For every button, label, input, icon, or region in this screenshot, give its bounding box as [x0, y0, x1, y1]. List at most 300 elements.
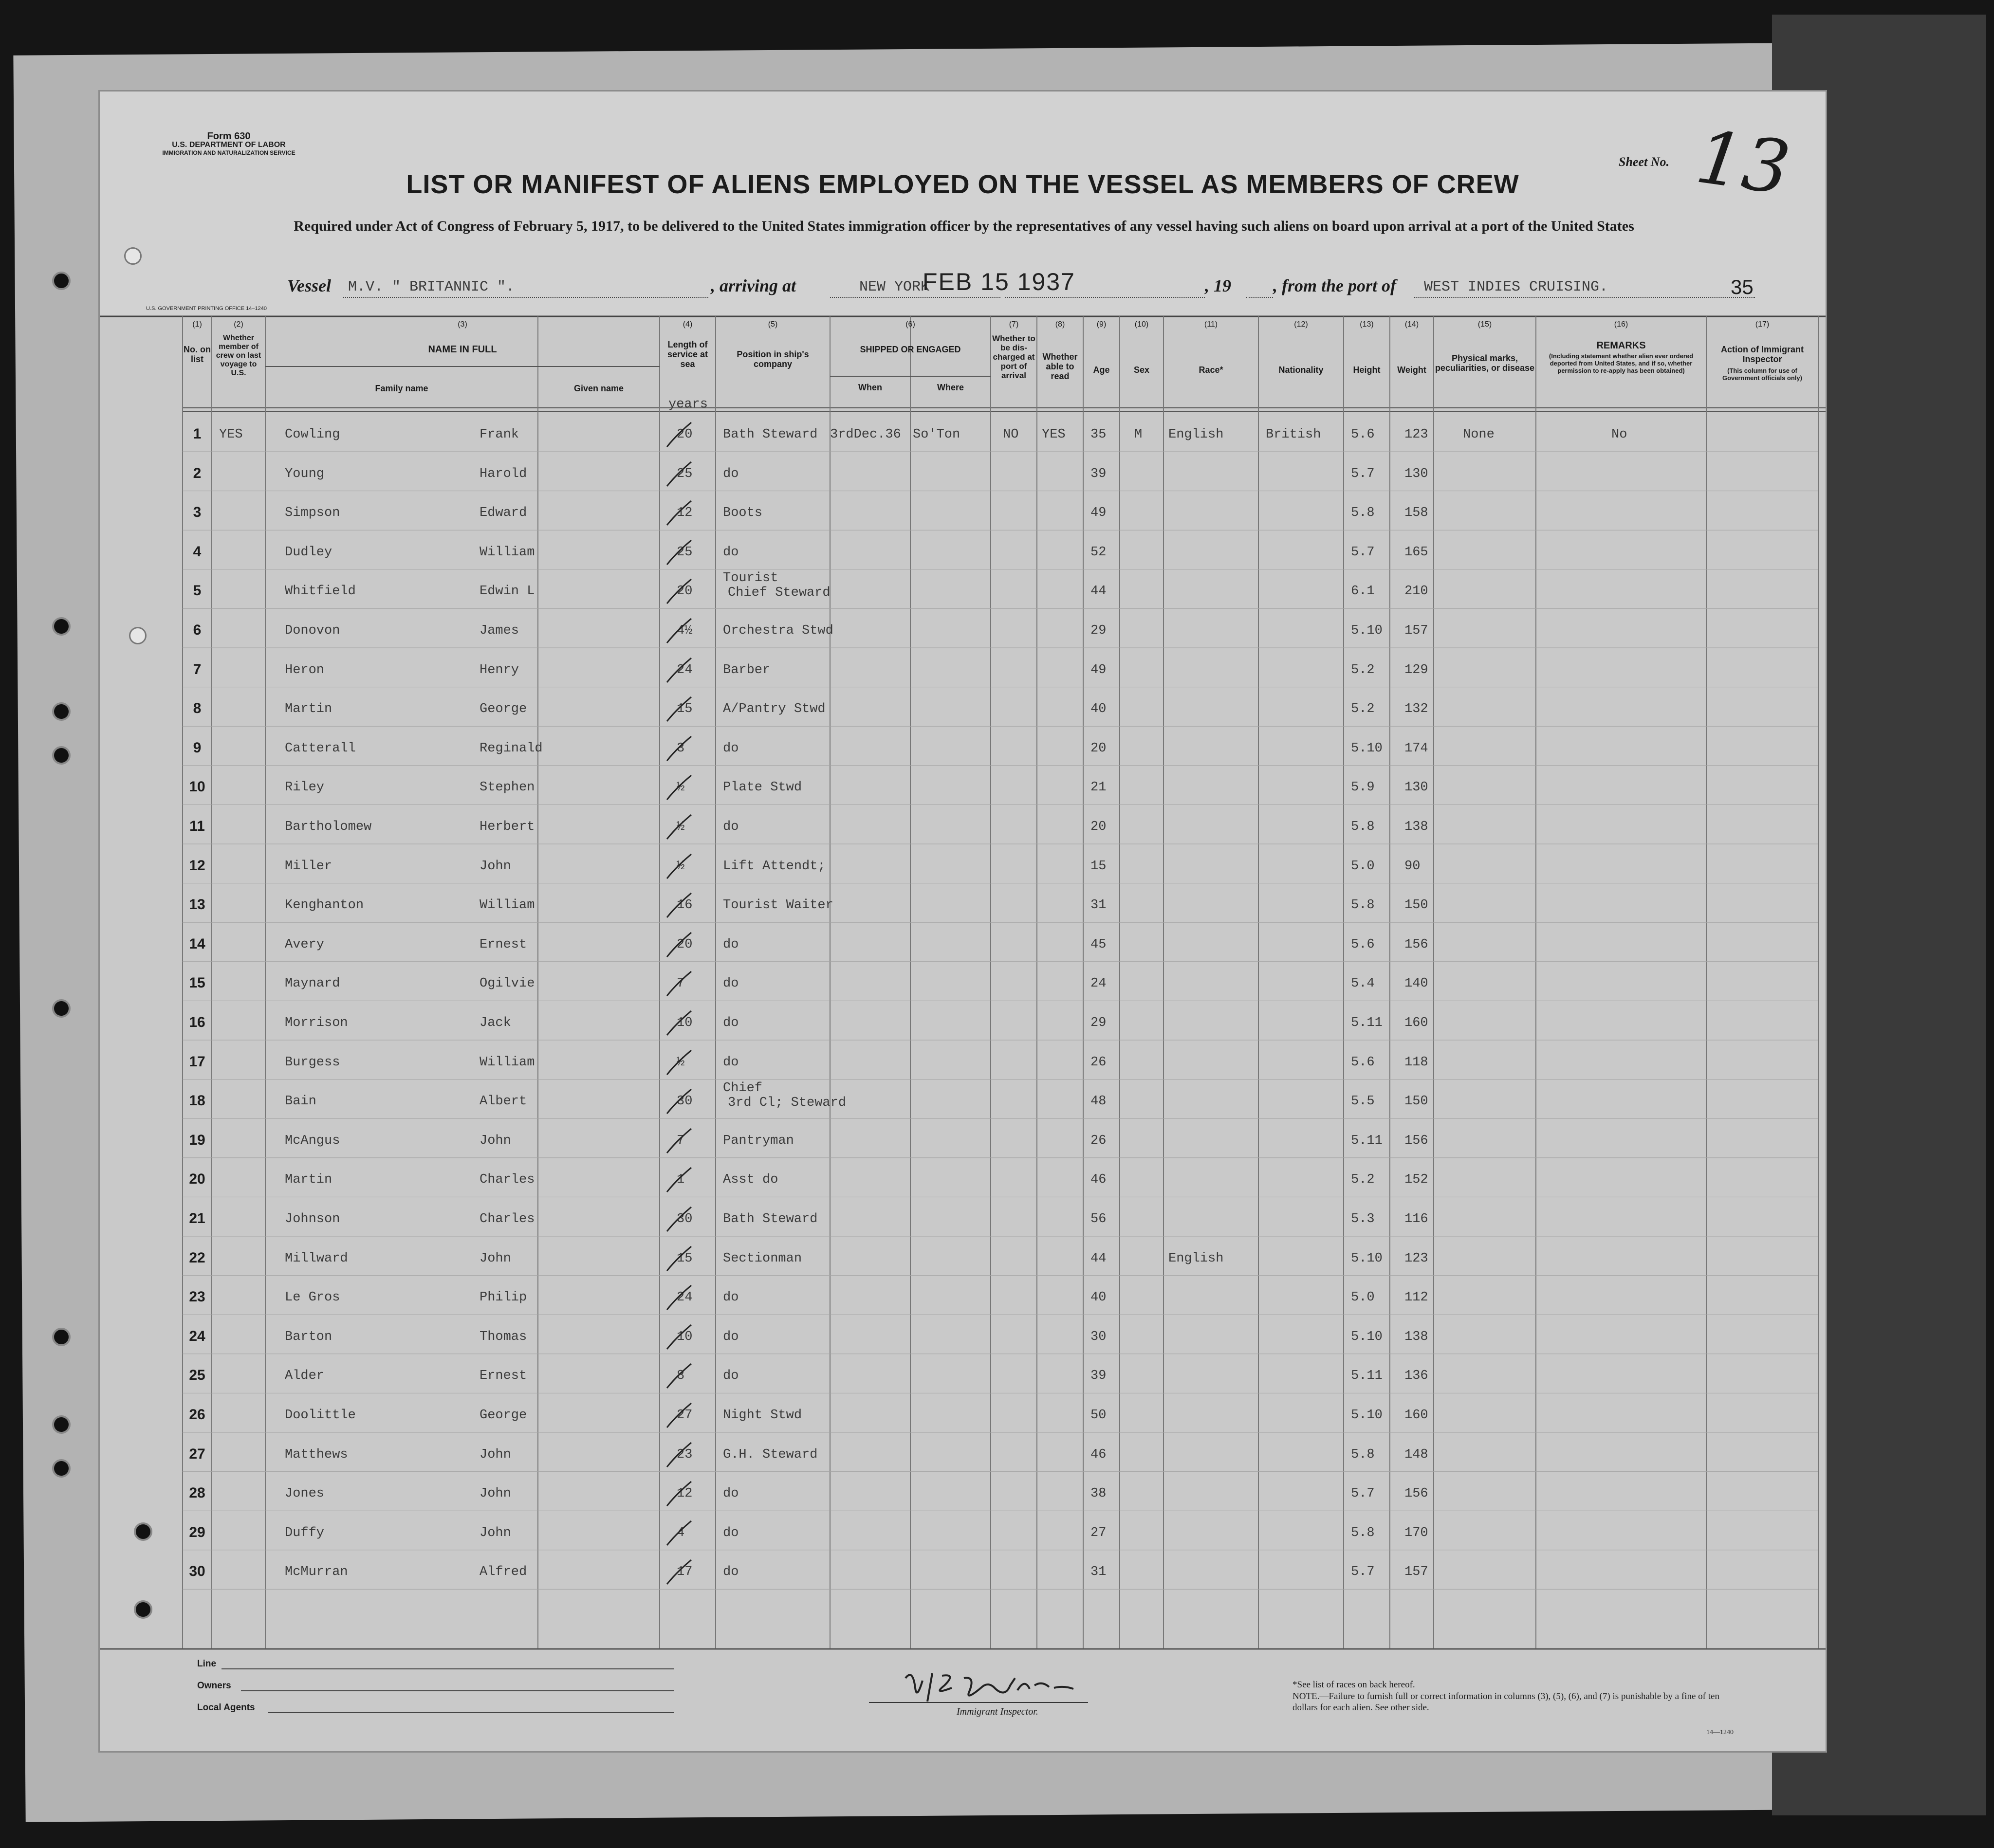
length-of-service: 15 [677, 702, 693, 717]
checkmark-icon [665, 734, 694, 763]
header-position: Position in ship's company [737, 349, 809, 369]
length-of-service: 20 [677, 584, 693, 599]
family-name: Heron [285, 662, 325, 677]
weight: 156 [1404, 1133, 1428, 1148]
row-number: 26 [189, 1407, 205, 1423]
height: 5.11 [1351, 1133, 1383, 1148]
length-of-service: 25 [677, 545, 693, 560]
row-number: 15 [189, 975, 205, 991]
given-name: William [480, 898, 535, 913]
age: 27 [1090, 1525, 1107, 1540]
family-name: Martin [285, 1172, 332, 1188]
shipped-where: So'Ton [913, 427, 960, 442]
punch-hole [52, 746, 71, 765]
department: U.S. DEPARTMENT OF LABOR [172, 141, 286, 149]
position: A/Pantry Stwd [723, 702, 826, 717]
header-able-to-read: Whether able to read [1042, 352, 1078, 381]
age: 39 [1090, 1369, 1107, 1384]
family-name: Matthews [285, 1447, 348, 1462]
checkmark-icon [665, 1519, 694, 1548]
height: 5.7 [1351, 1486, 1375, 1501]
age: 29 [1090, 623, 1107, 638]
height: 5.5 [1351, 1094, 1375, 1109]
given-name: George [480, 1408, 527, 1423]
checkmark-icon [665, 1087, 694, 1116]
age: 31 [1090, 1565, 1107, 1580]
checkmark-icon [665, 577, 694, 606]
checkmark-icon [665, 695, 694, 724]
weight: 129 [1404, 662, 1428, 677]
given-name: William [480, 545, 535, 560]
age: 40 [1090, 1290, 1107, 1305]
race: English [1168, 1251, 1224, 1266]
page-number: 35 [1731, 275, 1754, 298]
col-num-6: (6) [905, 320, 915, 329]
header-sex: Sex [1133, 365, 1150, 375]
checkmark-icon [665, 891, 694, 920]
weight: 157 [1404, 623, 1428, 638]
from-port-label: , from the port of [1273, 276, 1397, 295]
row-number: 13 [189, 897, 205, 913]
length-of-service: 7 [677, 976, 685, 991]
col-num-16: (16) [1614, 320, 1628, 329]
header-discharged: Whether to be dis-charged at port of arrival [992, 334, 1035, 380]
position-line-2: Chief Steward [728, 586, 831, 601]
position: do [723, 466, 739, 481]
length-of-service: 16 [677, 898, 693, 913]
height: 5.10 [1351, 1251, 1383, 1266]
given-name: James [480, 623, 519, 638]
row-number: 7 [193, 661, 202, 677]
col-num-11: (11) [1204, 320, 1218, 329]
shipped-when: 3rdDec.36 [830, 427, 901, 442]
row-number: 22 [189, 1249, 205, 1266]
family-name: Donovon [285, 623, 340, 638]
family-name: Burgess [285, 1055, 340, 1070]
age: 48 [1090, 1094, 1107, 1109]
height: 5.10 [1351, 741, 1383, 756]
col-num-7: (7) [1009, 320, 1019, 329]
family-name: McMurran [285, 1565, 348, 1580]
row-number: 18 [189, 1093, 205, 1109]
position: Barber [723, 662, 771, 677]
header-weight: Weight [1397, 365, 1426, 375]
header-whether-member: Whether member of crew on last voyage to U.S. [216, 334, 261, 377]
header-height: Height [1353, 365, 1381, 375]
checkmark-icon [665, 616, 694, 645]
races-footnote: *See list of races on back hereof. [1292, 1680, 1415, 1690]
family-name: Barton [285, 1329, 332, 1344]
given-name: Stephen [480, 780, 535, 795]
given-name: Edward [480, 506, 527, 521]
checkmark-icon [665, 1165, 694, 1194]
length-of-service: 24 [677, 662, 693, 677]
age: 38 [1090, 1486, 1107, 1501]
weight: 156 [1404, 1486, 1428, 1501]
length-unit: years [668, 397, 708, 412]
age: 49 [1090, 662, 1107, 677]
given-name: Frank [480, 427, 519, 442]
arriving-label: , arriving at [711, 276, 796, 295]
punch-hole [52, 272, 71, 290]
family-name: Alder [285, 1369, 325, 1384]
family-name: Doolittle [285, 1408, 356, 1423]
family-name: Avery [285, 937, 325, 952]
col-num-1: (1) [192, 320, 202, 329]
from-port: WEST INDIES CRUISING. [1424, 279, 1608, 295]
length-of-service: ½ [677, 820, 685, 834]
position: do [723, 1525, 739, 1540]
position: Tourist [723, 571, 778, 586]
row-number: 9 [193, 739, 202, 756]
age: 46 [1090, 1172, 1107, 1188]
header-name-in-full: NAME IN FULL [428, 344, 497, 355]
weight: 150 [1404, 898, 1428, 913]
position: do [723, 937, 739, 952]
header-action: Action of Immigrant Inspector [1721, 345, 1804, 364]
position: do [723, 820, 739, 834]
header-remarks-note: (Including statement whether alien ever ordered deported from United States, and if so, whether permission to re-apply has been obtained) [1549, 352, 1694, 374]
checkmark-icon [665, 1244, 694, 1273]
weight: 130 [1404, 466, 1428, 481]
given-name: Henry [480, 662, 519, 677]
position: Bath Steward [723, 1212, 818, 1226]
row-number: 1 [193, 426, 202, 442]
weight: 160 [1404, 1408, 1428, 1423]
col-num-12: (12) [1294, 320, 1308, 329]
row-number: 5 [193, 583, 202, 599]
length-of-service: 17 [677, 1565, 693, 1580]
header-family-name: Family name [375, 384, 428, 393]
weight: 156 [1404, 937, 1428, 952]
weight: 157 [1404, 1565, 1428, 1580]
age: 44 [1090, 584, 1107, 599]
punch-hole [52, 702, 71, 721]
given-name: Herbert [480, 820, 535, 834]
header-remarks: REMARKS [1596, 340, 1646, 351]
age: 30 [1090, 1329, 1107, 1344]
weight: 150 [1404, 1094, 1428, 1109]
position: Pantryman [723, 1133, 794, 1148]
family-name: Bain [285, 1094, 316, 1109]
position: G.H. Steward [723, 1447, 818, 1462]
weight: 152 [1404, 1172, 1428, 1188]
age: 45 [1090, 937, 1107, 952]
weight: 170 [1404, 1525, 1428, 1540]
col-num-17: (17) [1755, 320, 1770, 329]
row-number: 2 [193, 465, 202, 481]
length-of-service: 4 [677, 1525, 685, 1540]
family-name: Jones [285, 1486, 325, 1501]
length-of-service: 10 [677, 1016, 693, 1030]
col-num-10: (10) [1134, 320, 1149, 329]
row-number: 20 [189, 1171, 205, 1188]
given-name: Reginald [480, 741, 543, 756]
row-number: 6 [193, 622, 202, 638]
weight: 90 [1404, 859, 1421, 874]
header-action-note: (This column for use of Government officials only) [1722, 367, 1802, 382]
col-num-5: (5) [768, 320, 778, 329]
height: 5.4 [1351, 976, 1375, 991]
page-subtitle: Required under Act of Congress of February 5, 1917, to be delivered to the United States immigration officer by the representatives of any vessel having such aliens on board upon arrival at a port of the United States [294, 218, 1634, 234]
local-agents-label: Local Agents [197, 1702, 255, 1713]
age: 44 [1090, 1251, 1107, 1266]
age: 24 [1090, 976, 1107, 991]
height: 5.2 [1351, 702, 1375, 717]
date-stamp: FEB 15 1937 [923, 268, 1075, 295]
row-number: 30 [189, 1563, 205, 1580]
height: 5.7 [1351, 545, 1375, 560]
family-name: Cowling [285, 427, 340, 442]
height: 5.2 [1351, 1172, 1375, 1188]
row-number: 29 [189, 1524, 205, 1540]
checkmark-icon [665, 656, 694, 685]
owners-label: Owners [197, 1681, 231, 1691]
height: 5.6 [1351, 937, 1375, 952]
height: 5.10 [1351, 1329, 1383, 1344]
age: 20 [1090, 820, 1107, 834]
height: 5.9 [1351, 780, 1375, 795]
position: Sectionman [723, 1251, 802, 1266]
col-num-4: (4) [683, 320, 693, 329]
position: Night Stwd [723, 1408, 802, 1423]
age: 21 [1090, 780, 1107, 795]
row-number: 16 [189, 1014, 205, 1030]
service: IMMIGRATION AND NATURALIZATION SERVICE [162, 149, 295, 156]
checkmark-icon [665, 538, 694, 567]
age: 15 [1090, 859, 1107, 874]
checkmark-icon [665, 1008, 694, 1038]
length-of-service: 24 [677, 1290, 693, 1305]
family-name: Martin [285, 702, 332, 717]
checkmark-icon [665, 930, 694, 959]
row-number: 3 [193, 504, 202, 521]
height: 5.8 [1351, 506, 1375, 521]
length-of-service: 25 [677, 466, 693, 481]
length-of-service: 1 [677, 1172, 685, 1188]
row-number: 17 [189, 1053, 205, 1070]
header-shipped-engaged: SHIPPED OR ENGAGED [860, 345, 961, 354]
given-name: Thomas [480, 1329, 527, 1344]
given-name: William [480, 1055, 535, 1070]
punch-hole [52, 1328, 71, 1346]
position: Lift Attendt; [723, 859, 826, 874]
length-of-service: 20 [677, 937, 693, 952]
given-name: John [480, 1525, 511, 1540]
header-when: When [858, 383, 882, 392]
line-label: Line [197, 1659, 217, 1669]
header-race: Race* [1199, 365, 1223, 375]
row-number: 10 [189, 779, 205, 795]
form-number: Form 630 [207, 131, 251, 142]
length-of-service: ½ [677, 1055, 685, 1070]
header-physical-marks: Physical marks, peculiarities, or disease [1435, 353, 1535, 373]
weight: 130 [1404, 780, 1428, 795]
given-name: John [480, 1486, 511, 1501]
age: 29 [1090, 1016, 1107, 1030]
vessel-label: Vessel [287, 276, 331, 295]
weight: 138 [1404, 820, 1428, 834]
checkmark-icon [665, 459, 694, 489]
length-of-service: 3 [677, 741, 685, 756]
height: 5.6 [1351, 427, 1375, 442]
weight: 138 [1404, 1329, 1428, 1344]
weight: 132 [1404, 702, 1428, 717]
age: 39 [1090, 466, 1107, 481]
col-num-13: (13) [1360, 320, 1374, 329]
weight: 174 [1404, 741, 1428, 756]
age: 35 [1090, 427, 1107, 442]
family-name: McAngus [285, 1133, 340, 1148]
height: 5.8 [1351, 820, 1375, 834]
position: do [723, 1016, 739, 1030]
position: do [723, 545, 739, 560]
header-given-name: Given name [573, 384, 624, 393]
given-name: John [480, 1133, 511, 1148]
height: 5.11 [1351, 1016, 1383, 1030]
age: 26 [1090, 1133, 1107, 1148]
physical-marks: None [1463, 427, 1495, 442]
printing-office: U.S. GOVERNMENT PRINTING OFFICE 14–1240 [146, 306, 267, 311]
family-name: Riley [285, 780, 325, 795]
family-name: Whitfield [285, 584, 356, 599]
length-of-service: 12 [677, 1486, 693, 1501]
given-name: Charles [480, 1172, 535, 1188]
checkmark-icon [665, 1401, 694, 1430]
position: do [723, 976, 739, 991]
length-of-service: 10 [677, 1329, 693, 1344]
row-number: 28 [189, 1485, 205, 1501]
checkmark-icon [665, 1557, 694, 1587]
row-number: 11 [189, 818, 205, 834]
weight: 158 [1404, 506, 1428, 521]
checkmark-icon [665, 498, 694, 528]
header-length-of-service: Length of service at sea [667, 340, 708, 369]
length-of-service: 15 [677, 1251, 693, 1266]
weight: 112 [1404, 1290, 1428, 1305]
position: Orchestra Stwd [723, 623, 833, 638]
col-num-15: (15) [1477, 320, 1492, 329]
given-name: Alfred [480, 1565, 527, 1580]
weight: 148 [1404, 1447, 1428, 1462]
checkmark-icon [665, 1479, 694, 1508]
nationality: British [1266, 427, 1321, 442]
family-name: Bartholomew [285, 820, 372, 834]
family-name: Miller [285, 859, 332, 874]
height: 5.8 [1351, 1447, 1375, 1462]
form-code: 14—1240 [1706, 1729, 1734, 1736]
height: 5.7 [1351, 1565, 1375, 1580]
position: do [723, 1565, 739, 1580]
age: 50 [1090, 1408, 1107, 1423]
given-name: Charles [480, 1212, 535, 1226]
given-name: Philip [480, 1290, 527, 1305]
given-name: Ogilvie [480, 976, 535, 991]
length-of-service: 7 [677, 1133, 685, 1148]
height: 5.7 [1351, 466, 1375, 481]
checkmark-icon [665, 1126, 694, 1155]
checkmark-icon [665, 1322, 694, 1352]
punch-hole [52, 999, 71, 1018]
position: do [723, 1486, 739, 1501]
weight: 116 [1404, 1212, 1428, 1226]
position: do [723, 1369, 739, 1384]
position: Boots [723, 506, 763, 521]
punch-hole [52, 617, 71, 636]
position: Bath Steward [723, 427, 818, 442]
sheet-number: 13 [1691, 114, 1795, 212]
length-of-service: 12 [677, 506, 693, 521]
position: do [723, 741, 739, 756]
family-name: Simpson [285, 506, 340, 521]
discharged-at-arrival: NO [1003, 427, 1019, 442]
given-name: Harold [480, 466, 527, 481]
checkmark-icon [665, 1205, 694, 1234]
family-name: Dudley [285, 545, 332, 560]
age: 40 [1090, 702, 1107, 717]
row-number: 19 [189, 1132, 205, 1148]
height: 5.10 [1351, 623, 1383, 638]
height: 5.0 [1351, 859, 1375, 874]
length-of-service: 20 [677, 427, 693, 442]
checkmark-icon [665, 773, 694, 802]
row-number: 25 [189, 1367, 205, 1384]
age: 49 [1090, 506, 1107, 521]
given-name: Edwin L [480, 584, 535, 599]
given-name: George [480, 702, 527, 717]
given-name: John [480, 859, 511, 874]
height: 5.8 [1351, 1525, 1375, 1540]
family-name: Duffy [285, 1525, 325, 1540]
height: 5.2 [1351, 662, 1375, 677]
checkmark-icon [665, 1440, 694, 1469]
height: 5.3 [1351, 1212, 1375, 1226]
checkmark-icon [665, 969, 694, 998]
row-number: 12 [189, 857, 205, 874]
year-label: , 19 [1205, 276, 1231, 295]
col-num-2: (2) [234, 320, 243, 329]
weight: 136 [1404, 1369, 1428, 1384]
member-on-last-voyage: YES [219, 427, 243, 442]
remarks: No [1611, 427, 1627, 442]
height: 5.8 [1351, 898, 1375, 913]
row-number: 8 [193, 700, 202, 717]
row-number: 23 [189, 1289, 205, 1305]
row-number: 27 [189, 1445, 205, 1462]
checkmark-icon [665, 1283, 694, 1312]
row-number: 24 [189, 1328, 205, 1344]
age: 20 [1090, 741, 1107, 756]
given-name: John [480, 1447, 511, 1462]
position: Chief [723, 1081, 763, 1096]
length-of-service: 23 [677, 1447, 693, 1462]
checkmark-icon [665, 1048, 694, 1077]
height: 6.1 [1351, 584, 1375, 599]
length-of-service: ½ [677, 859, 685, 874]
arriving-port: NEW YORK [859, 279, 930, 295]
given-name: Albert [480, 1094, 527, 1109]
given-name: Jack [480, 1016, 511, 1030]
position-line-2: 3rd Cl; Steward [728, 1096, 847, 1111]
row-number: 14 [189, 935, 205, 952]
family-name: Maynard [285, 976, 340, 991]
checkmark-icon [665, 1361, 694, 1391]
checkmark-icon [665, 852, 694, 881]
length-of-service: 30 [677, 1212, 693, 1226]
position: do [723, 1290, 739, 1305]
sex: M [1134, 427, 1143, 442]
header-age: Age [1093, 365, 1110, 375]
